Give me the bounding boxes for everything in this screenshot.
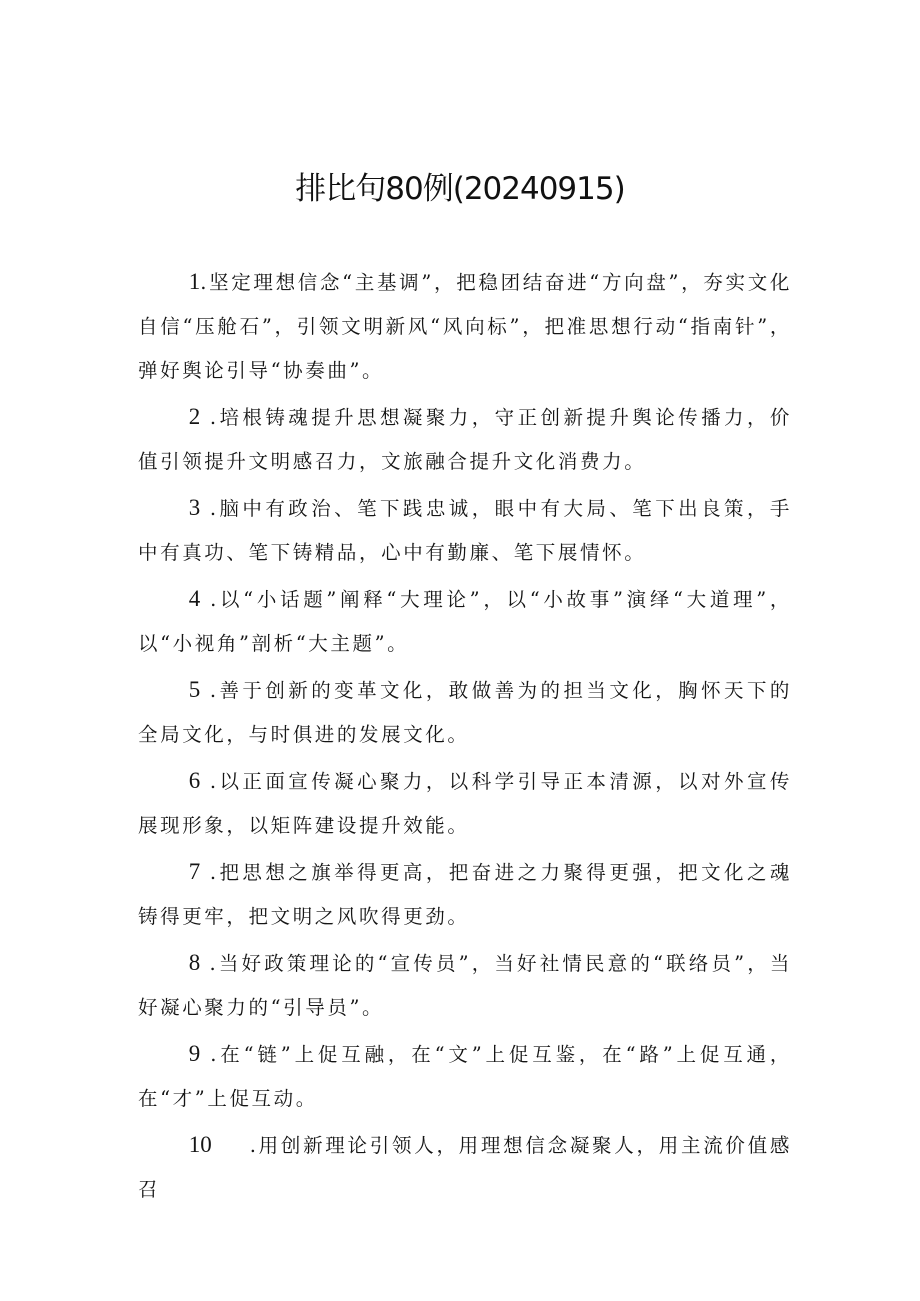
paragraph-number: 1 — [188, 269, 201, 294]
paragraph-text: .脑中有政治、笔下践忠诚，眼中有大局、笔下出良策，手中有真功、笔下铸精品，心中有勤廉、笔下展情怀。 — [138, 497, 792, 564]
paragraph-9 — [138, 1032, 792, 1121]
document-body — [138, 260, 792, 1214]
paragraph-number: 6 — [188, 768, 201, 793]
paragraph-text: .以“小话题”阐释“大理论”，以“小故事”演绎“大道理”，以“小视角”剖析“大主题”。 — [138, 588, 792, 655]
paragraph-10 — [138, 1123, 792, 1212]
paragraph-text: .把思想之旗举得更高，把奋进之力聚得更强，把文化之魂铸得更牢，把文明之风吹得更劲。 — [138, 861, 792, 928]
paragraph-number: 8 — [188, 950, 201, 975]
paragraph-number: 2 — [188, 404, 201, 429]
paragraph-number: 9 — [188, 1041, 201, 1066]
paragraph-text: .以正面宣传凝心聚力，以科学引导正本清源，以对外宣传展现形象，以矩阵建设提升效能。 — [138, 770, 792, 837]
paragraph-number: 10 — [188, 1132, 212, 1157]
paragraph-1 — [138, 260, 792, 393]
paragraph-number: 7 — [188, 859, 201, 884]
paragraph-6 — [138, 759, 792, 848]
paragraph-7 — [138, 850, 792, 939]
paragraph-number: 4 — [188, 586, 201, 611]
paragraph-text: .在“链”上促互融，在“文”上促互鉴，在“路”上促互通，在“才”上促互动。 — [138, 1043, 792, 1110]
paragraph-5 — [138, 668, 792, 757]
paragraph-8 — [138, 941, 792, 1030]
paragraph-number: 5 — [188, 677, 201, 702]
paragraph-text: .当好政策理论的“宣传员”，当好社情民意的“联络员”，当好凝心聚力的“引导员”。 — [138, 952, 792, 1019]
paragraph-text: .善于创新的变革文化，敢做善为的担当文化，胸怀天下的全局文化，与时俱进的发展文化。 — [138, 679, 792, 746]
paragraph-4 — [138, 577, 792, 666]
paragraph-text: .用创新理论引领人，用理想信念凝聚人，用主流价值感召 — [138, 1134, 792, 1201]
paragraph-2 — [138, 395, 792, 484]
document-title: 排比句80例(20240915) — [295, 171, 625, 207]
paragraph-3 — [138, 486, 792, 575]
paragraph-text: .培根铸魂提升思想凝聚力，守正创新提升舆论传播力，价值引领提升文明感召力，文旅融合提升文化消费力。 — [138, 406, 792, 473]
paragraph-number: 3 — [188, 495, 201, 520]
paragraph-text: .坚定理想信念“主基调”，把稳团结奋进“方向盘”，夯实文化自信“压舱石”，引领文明新风“风向标”，把准思想行动“指南针”，弹好舆论引导“协奏曲”。 — [138, 271, 792, 382]
